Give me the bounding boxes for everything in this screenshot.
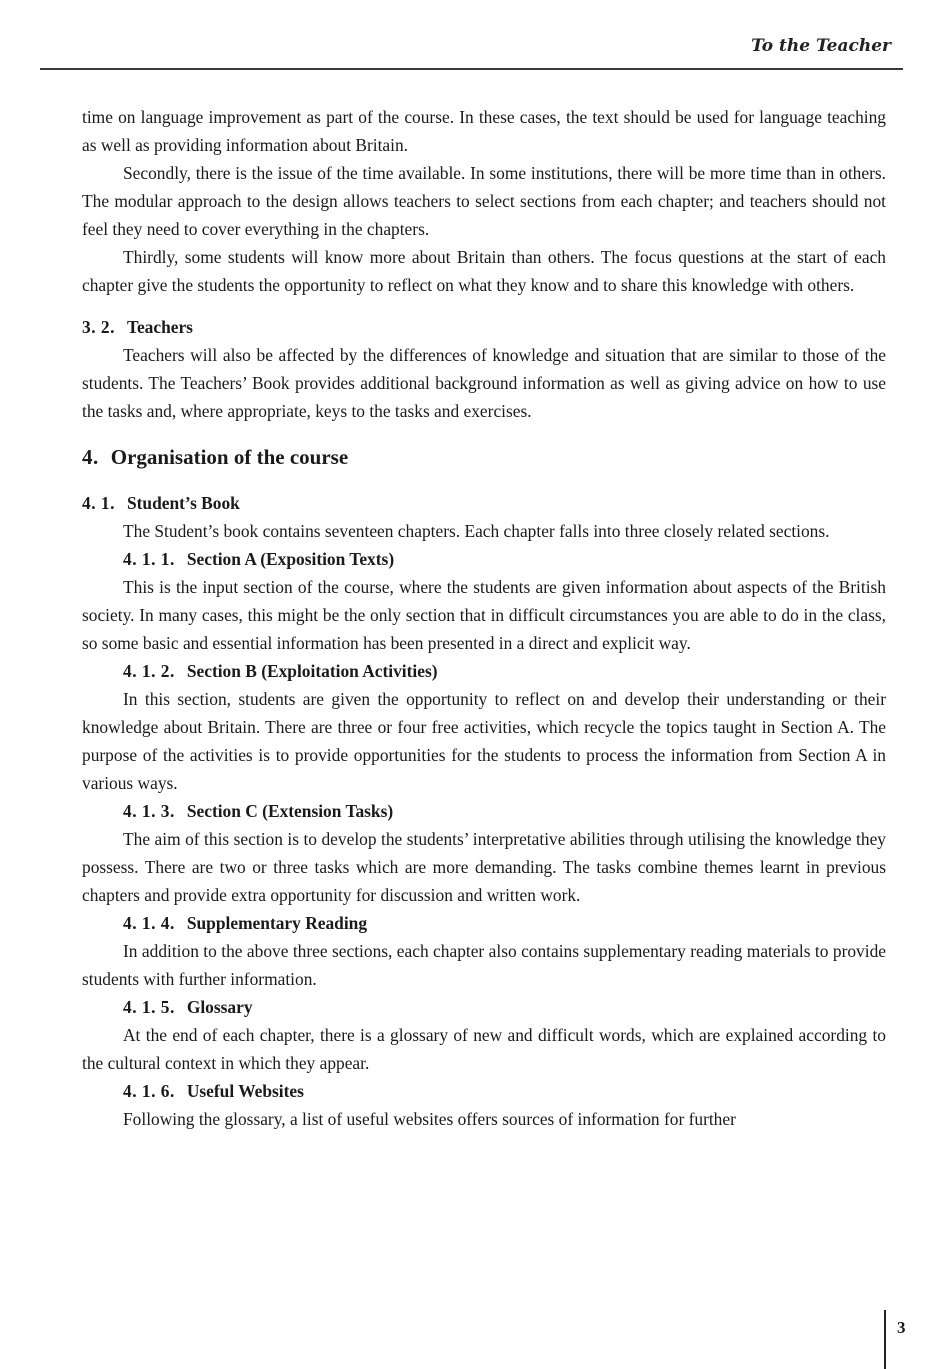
heading-text: Supplementary Reading bbox=[186, 913, 368, 933]
subsection-heading bbox=[82, 909, 886, 937]
heading-text: Section B (Exploitation Activities) bbox=[186, 661, 438, 681]
body-paragraph: At the end of each chapter, there is a glossary of new and difficult words, which are explained according to the cultural context in which they appear. bbox=[82, 1025, 886, 1073]
heading-text: Organisation of the course bbox=[110, 445, 349, 469]
page-content bbox=[82, 103, 886, 1133]
body-paragraph: The aim of this section is to develop the students’ interpretative abilities through utilising the knowledge they possess. There are two or three tasks which are more demanding. The tasks combine themes learnt in previous chapters and provide extra opportunity for discussion and written work. bbox=[82, 829, 886, 905]
spacer bbox=[82, 471, 886, 489]
heading-number: 4. 1. 2. bbox=[123, 661, 175, 681]
heading-number: 4. 1. 4. bbox=[123, 913, 175, 933]
body-paragraph: This is the input section of the course, where the students are given information about aspects of the British society. In many cases, this might be the only section that in difficult circumstances you are able to do in the class, so some basic and essential information has been presented in a direct and explicit way. bbox=[82, 577, 886, 653]
subsection-heading bbox=[82, 657, 886, 685]
body-paragraph: In this section, students are given the opportunity to reflect on and develop their understanding or their knowledge about Britain. There are three or four free activities, which recycle the topics taught in Section A. The purpose of the activities is to provide opportunities for the students to process the information from Section A in various ways. bbox=[82, 689, 886, 793]
heading-text: Student’s Book bbox=[126, 493, 240, 513]
body-paragraph: In addition to the above three sections, each chapter also contains supplementary reading materials to provide students with further information. bbox=[82, 941, 886, 989]
spacer bbox=[82, 425, 886, 443]
heading-number: 4. bbox=[82, 445, 99, 469]
heading-text: Section C (Extension Tasks) bbox=[186, 801, 394, 821]
spacer bbox=[82, 299, 886, 313]
body-paragraph: Teachers will also be affected by the differences of knowledge and situation that are similar to those of the students. The Teachers’ Book provides additional background information as well as giving advice on how to use the tasks and, where appropriate, keys to the tasks and exercises. bbox=[82, 345, 886, 421]
heading-number: 4. 1. 5. bbox=[123, 997, 175, 1017]
heading-number: 4. 1. 1. bbox=[123, 549, 175, 569]
heading-number: 4. 1. 3. bbox=[123, 801, 175, 821]
body-paragraph: Following the glossary, a list of useful websites offers sources of information for further bbox=[123, 1109, 736, 1129]
running-head: To the Teacher bbox=[751, 36, 891, 56]
body-paragraph: Thirdly, some students will know more about Britain than others. The focus questions at the start of each chapter give the students the opportunity to reflect on what they know and to share this knowledge with others. bbox=[82, 247, 886, 295]
subsection-heading bbox=[82, 1077, 886, 1105]
heading-number: 4. 1. 6. bbox=[123, 1081, 175, 1101]
heading-text: Teachers bbox=[126, 317, 193, 337]
heading-text: Glossary bbox=[186, 997, 253, 1017]
heading-number: 4. 1. bbox=[82, 493, 115, 513]
subsection-heading bbox=[82, 797, 886, 825]
body-paragraph: Secondly, there is the issue of the time available. In some institutions, there will be more time than in others. The modular approach to the design allows teachers to select sections from each chapter; and teachers should not feel they need to cover everything in the chapters. bbox=[82, 163, 886, 239]
section-heading bbox=[82, 443, 886, 471]
heading-text: Section A (Exposition Texts) bbox=[186, 549, 395, 569]
subheading bbox=[82, 489, 886, 517]
subsection-heading bbox=[82, 545, 886, 573]
header-rule bbox=[40, 68, 903, 70]
body-paragraph: The Student’s book contains seventeen chapters. Each chapter falls into three closely related sections. bbox=[123, 521, 830, 541]
heading-text: Useful Websites bbox=[186, 1081, 304, 1101]
subheading bbox=[82, 313, 886, 341]
subsection-heading bbox=[82, 993, 886, 1021]
page-number-rule bbox=[884, 1310, 886, 1369]
heading-number: 3. 2. bbox=[82, 317, 115, 337]
page-number: 3 bbox=[897, 1318, 906, 1337]
body-paragraph: time on language improvement as part of the course. In these cases, the text should be used for language teaching as well as providing information about Britain. bbox=[82, 107, 886, 155]
